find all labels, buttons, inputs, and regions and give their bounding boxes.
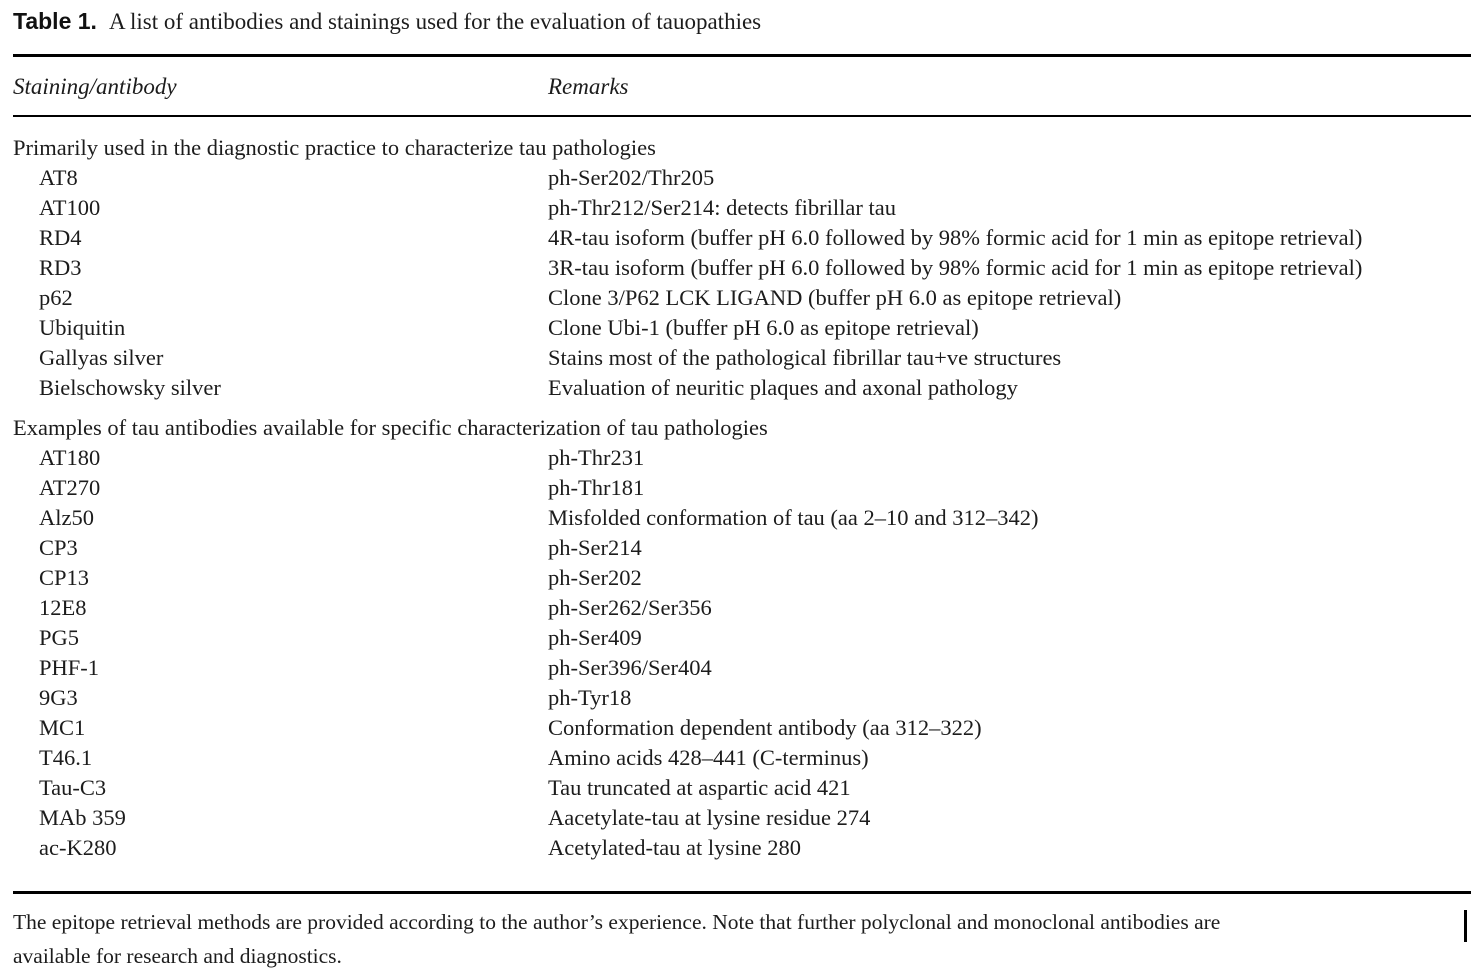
top-rule	[13, 54, 1471, 57]
table-body	[13, 133, 1471, 863]
antibody-cell: T46.1	[39, 745, 93, 770]
remarks-cell: ph-Ser214	[548, 535, 642, 560]
antibody-cell: CP13	[39, 565, 90, 590]
table-row	[13, 713, 1471, 743]
table-row	[13, 283, 1471, 313]
table-title	[13, 8, 761, 35]
table-row	[13, 373, 1471, 403]
header-rule	[13, 115, 1471, 117]
table-row	[13, 313, 1471, 343]
antibody-cell: RD4	[39, 225, 82, 250]
antibody-cell: Tau-C3	[39, 775, 107, 800]
remarks-cell: Stains most of the pathological fibrillar tau+ve structures	[548, 345, 1062, 370]
bottom-rule	[13, 891, 1471, 894]
table-row	[13, 773, 1471, 803]
antibody-cell: CP3	[39, 535, 78, 560]
table-row	[13, 593, 1471, 623]
table-row	[13, 223, 1471, 253]
antibody-cell: p62	[39, 285, 73, 310]
table-row	[13, 563, 1471, 593]
footnote-line-2: available for research and diagnostics.	[13, 944, 342, 968]
antibody-cell: MAb 359	[39, 805, 126, 830]
remarks-cell: ph-Tyr18	[548, 685, 632, 710]
remarks-cell: ph-Thr212/Ser214: detects fibrillar tau	[548, 195, 897, 220]
remarks-cell: ph-Ser202/Thr205	[548, 165, 715, 190]
antibody-cell: MC1	[39, 715, 86, 740]
table-row	[13, 683, 1471, 713]
table-section-specific-characterization	[13, 413, 1471, 863]
table-row	[13, 803, 1471, 833]
remarks-cell: Acetylated-tau at lysine 280	[548, 835, 802, 860]
table-row	[13, 503, 1471, 533]
table-row	[13, 473, 1471, 503]
table-row	[13, 533, 1471, 563]
table-row	[13, 833, 1471, 863]
table-section-diagnostic	[13, 133, 1471, 403]
antibody-cell: AT180	[39, 445, 101, 470]
antibody-cell: Gallyas silver	[39, 345, 164, 370]
page-edge-crop-mark	[1464, 910, 1467, 942]
antibody-cell: PHF-1	[39, 655, 100, 680]
remarks-cell: Clone 3/P62 LCK LIGAND (buffer pH 6.0 as epitope retrieval)	[548, 285, 1122, 310]
footnote-line-1: The epitope retrieval methods are provided according to the author’s experience. Note that further polyclonal and monoclonal antibodies are	[13, 910, 1221, 934]
table-number-label: Table 1.	[13, 8, 97, 34]
antibody-cell: RD3	[39, 255, 82, 280]
antibody-cell: Ubiquitin	[39, 315, 126, 340]
remarks-cell: Evaluation of neuritic plaques and axonal pathology	[548, 375, 1018, 400]
remarks-cell: ph-Thr181	[548, 475, 645, 500]
table-row	[13, 343, 1471, 373]
table-row	[13, 163, 1471, 193]
remarks-cell: ph-Ser202	[548, 565, 642, 590]
antibody-cell: AT8	[39, 165, 78, 190]
remarks-cell: Amino acids 428–441 (C-terminus)	[548, 745, 869, 770]
antibody-cell: AT270	[39, 475, 101, 500]
remarks-cell: Clone Ubi-1 (buffer pH 6.0 as epitope retrieval)	[548, 315, 979, 340]
remarks-cell: ph-Ser409	[548, 625, 642, 650]
remarks-cell: Conformation dependent antibody (aa 312–322)	[548, 715, 982, 740]
table-row	[13, 743, 1471, 773]
section-header: Examples of tau antibodies available for specific characterization of tau pathologies	[13, 415, 768, 440]
antibody-cell: ac-K280	[39, 835, 117, 860]
section-header: Primarily used in the diagnostic practice to characterize tau pathologies	[13, 135, 656, 160]
remarks-cell: ph-Ser262/Ser356	[548, 595, 712, 620]
remarks-cell: ph-Ser396/Ser404	[548, 655, 712, 680]
table-footnote	[13, 905, 1471, 973]
antibody-cell: AT100	[39, 195, 101, 220]
antibody-cell: PG5	[39, 625, 80, 650]
remarks-cell: Aacetylate-tau at lysine residue 274	[548, 805, 871, 830]
table-row	[13, 443, 1471, 473]
remarks-cell: 4R-tau isoform (buffer pH 6.0 followed by 98% formic acid for 1 min as epitope retrieval)	[548, 225, 1363, 250]
remarks-cell: Tau truncated at aspartic acid 421	[548, 775, 851, 800]
antibody-cell: Alz50	[39, 505, 94, 530]
column-header-staining-antibody: Staining/antibody	[13, 74, 177, 99]
table-row	[13, 193, 1471, 223]
remarks-cell: 3R-tau isoform (buffer pH 6.0 followed by 98% formic acid for 1 min as epitope retrieval)	[548, 255, 1363, 280]
antibody-cell: 9G3	[39, 685, 78, 710]
antibody-cell: 12E8	[39, 595, 87, 620]
table-row	[13, 253, 1471, 283]
table-row	[13, 623, 1471, 653]
table-title-text: A list of antibodies and stainings used for the evaluation of tauopathies	[108, 9, 762, 34]
remarks-cell: Misfolded conformation of tau (aa 2–10 and 312–342)	[548, 505, 1039, 530]
table-row	[13, 653, 1471, 683]
remarks-cell: ph-Thr231	[548, 445, 645, 470]
column-header-remarks: Remarks	[548, 74, 629, 99]
antibody-cell: Bielschowsky silver	[39, 375, 221, 400]
